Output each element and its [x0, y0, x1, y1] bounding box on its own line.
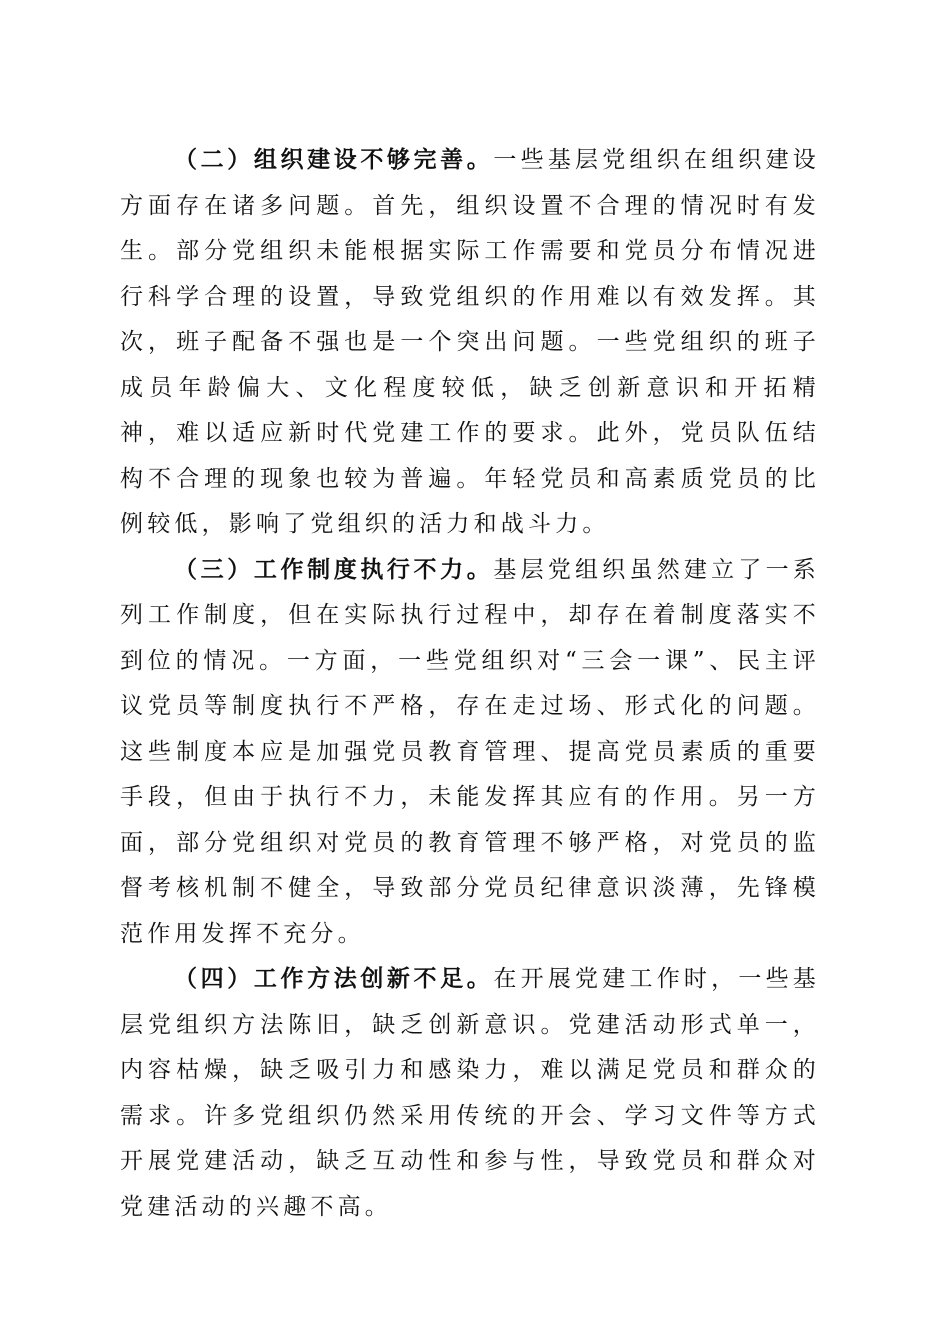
paragraph-heading: （三）工作制度执行不力。	[174, 556, 494, 583]
paragraph-system-execution	[120, 548, 820, 958]
paragraph-text: 基层党组织虽然建立了一系列工作制度，但在实际执行过程中，却存在着制度落实不到位的情况。一方面，一些党组织对“三会一课”、民主评议党员等制度执行不严格，存在走过场、形式化的问题。这些制度本应是加强党员教育管理、提高党员素质的重要手段，但由于执行不力，未能发挥其应有的作用。另一方面，部分党组织对党员的教育管理不够严格，对党员的监督考核机制不健全，导致部分党员纪律意识淡薄，先锋模范作用发挥不充分。	[120, 556, 820, 947]
document-body	[120, 138, 820, 1230]
paragraph-text: 在开展党建工作时，一些基层党组织方法陈旧，缺乏创新意识。党建活动形式单一，内容枯燥，缺乏吸引力和感染力，难以满足党员和群众的需求。许多党组织仍然采用传统的开会、学习文件等方式开展党建活动，缺乏互动性和参与性，导致党员和群众对党建活动的兴趣不高。	[120, 966, 820, 1220]
paragraph-organization-building	[120, 138, 820, 548]
paragraph-heading: （四）工作方法创新不足。	[174, 966, 494, 992]
paragraph-text: 一些基层党组织在组织建设方面存在诸多问题。首先，组织设置不合理的情况时有发生。部分党组织未能根据实际工作需要和党员分布情况进行科学合理的设置，导致党组织的作用难以有效发挥。其次，班子配备不强也是一个突出问题。一些党组织的班子成员年龄偏大、文化程度较低，缺乏创新意识和开拓精神，难以适应新时代党建工作的要求。此外，党员队伍结构不合理的现象也较为普遍。年轻党员和高素质党员的比例较低，影响了党组织的活力和战斗力。	[120, 147, 820, 537]
paragraph-heading: （二）组织建设不够完善。	[174, 147, 494, 173]
paragraph-method-innovation	[120, 957, 820, 1230]
